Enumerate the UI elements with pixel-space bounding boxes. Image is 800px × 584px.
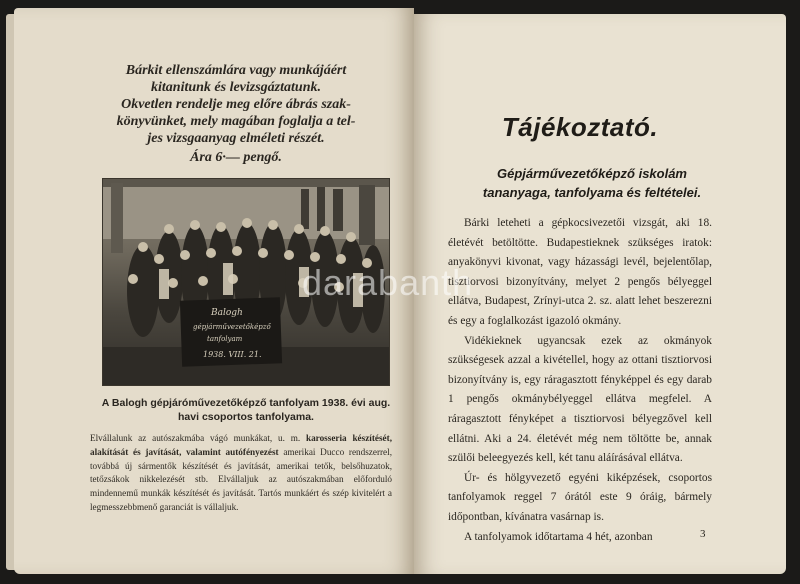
photo-sign-text: tanfolyam [207,335,243,343]
page-title: Tájékoztató. [501,112,659,142]
services-paragraph [90,432,392,515]
photo-sign-text: gépjárművezetőképző [193,323,271,331]
ad-line: Bárkit ellenszámlára vagy munkájáért [125,63,347,78]
page-number: 3 [700,528,706,540]
services-bold-text: karosseria készítését, alakítását és javítását, valamint autófényezést [90,433,392,457]
info-paragraph: Bárki leteheti a gépkocsivezetői vizsgát, aki 18. életévét betöltötte. Budapestieknek szükséges iratok: anyakönyvi kivonat, vagy házassági levél, bejelentőlap, tisztiorvosi bizonyítvány, melyet 2 pengős bélyeggel ellátva, Budapest, Zrínyi-utca 2. sz. alatt lehet beszerezni és egy a foglalkozást igazoló okmány. [448,217,712,327]
book-price: Ára 6·— pengő. [190,150,282,165]
ad-line: könyvünket, mely magában foglalja a tel- [116,114,356,129]
caption-line: A Balogh gépjáróművezetőképző tanfolyam 1938. évi aug. [101,397,391,409]
info-paragraph: Úr- és hölgyvezető egyéni kiképzések, csoportos tanfolyamok reggel 7 órától este 9 óráig, bármely időpontban, kívánatra vasárnap is. [448,471,712,523]
ad-line: kitanitunk és levizsgáztatunk. [151,80,321,95]
info-paragraph: Vidékieknek ugyancsak ezek az okmányok szükségesek azzal a kivétellel, hogy az ottani tisztiorvosi bizonyítvány is, egy ráragasztott fényképpel és egy darab 1 pengős okmánybélyeggel ellátva megfelel. A ráragasztott fényképet a tisztiorvosi bélyegzővel kell ellátni. Aki a 24. életévét még nem töltötte be, annak szülői beleegyezés kell, két tanu aláírásával ellátva. [448,334,712,465]
photo-sign-text: Balogh [211,308,243,318]
caption-line: havi csoportos tanfolyama. [178,411,314,423]
page-subtitle [452,164,732,202]
ad-line: jes vizsgaanyag elméleti részét. [147,131,325,146]
info-paragraph: A tanfolyamok időtartama 4 hét, azonban [464,530,653,543]
book-advertisement [86,62,386,166]
photo-caption [96,396,396,424]
services-text: Elvállalunk az autószakmába vágó munkákat, u. m. [90,433,306,443]
services-text: amerikai Ducco rendszerrel, továbbá új sármentők készítését és javítását, amerikai tetők, belsőhuzatok, tetőzsákok nikkelezését stb. Elvállaljuk az autószakmában előforduló mindennemű munkák készítését és javítását. Tartós munkáért és szép kivitelért a legmesszebbmenő garanciát is vállaljuk. [90,446,392,512]
subtitle-line: Gépjárművezetőképző iskolám [496,166,687,181]
info-text [448,214,712,547]
ad-line: Okvetlen rendelje meg előre ábrás szak- [121,97,351,112]
photo-sign-text: 1938. VIII. 21. [203,350,262,359]
subtitle-line: tananyaga, tanfolyama és feltételei. [482,185,702,200]
watermark: darabanth [302,262,474,303]
